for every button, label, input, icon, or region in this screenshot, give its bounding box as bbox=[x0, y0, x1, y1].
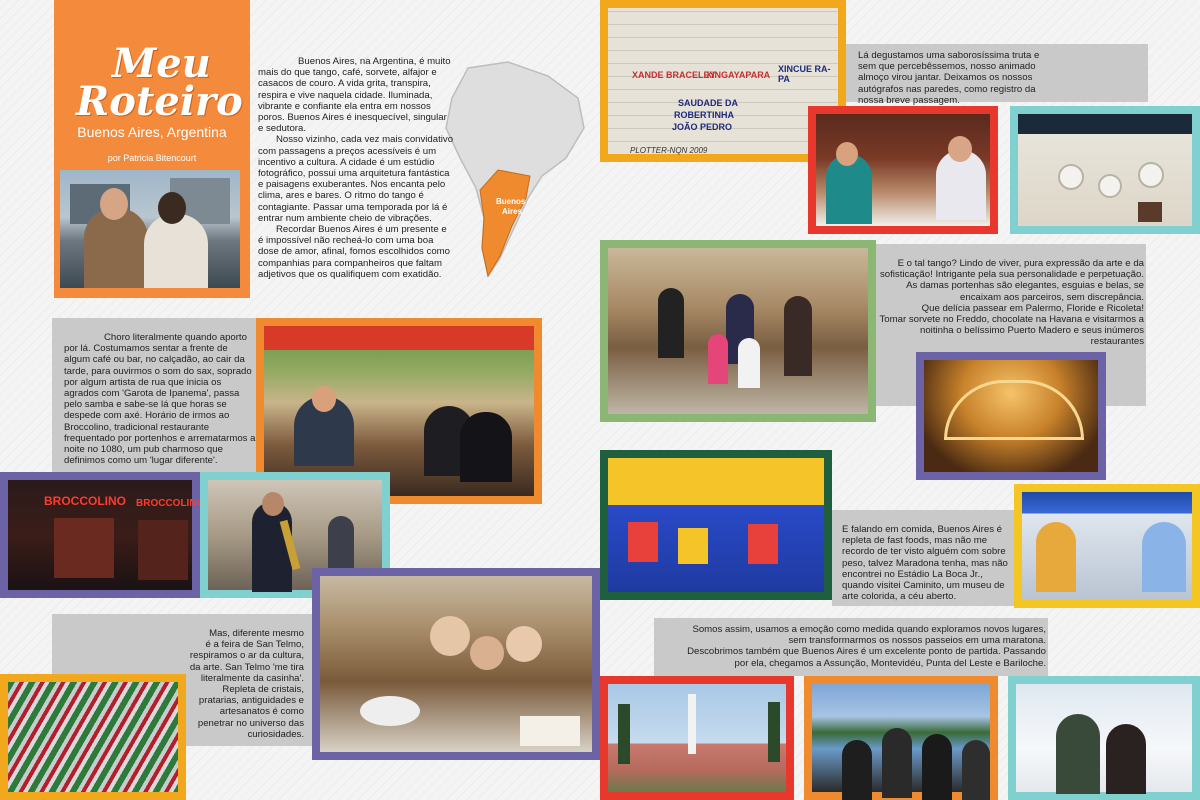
broccolino-sign-left: BROCCOLINO bbox=[44, 494, 126, 508]
photo-lake-group bbox=[804, 676, 998, 800]
intro-text bbox=[258, 56, 454, 280]
intro-paragraph-2: Nosso vizinho, cada vez mais convidativo com passagens a preços acessíveis é um incentivo a cultura. A cidade é um estúdio fotográfico, possui uma arquitetura fantástica e paisagens exuberantes. Nos encanta pelo clima, ares e bares. O ritmo do tango é contagiante. Passar uma temporada por lá é entrar num ambiente cheio de vibrações. bbox=[258, 134, 454, 224]
map-label-aires: Aires bbox=[502, 207, 523, 216]
photo-broccolino bbox=[0, 472, 205, 598]
wall-line-2: XINGAYAPARA bbox=[706, 70, 771, 80]
santelmo-paragraph: Mas, diferente mesmo é a feira de San Telmo, respiramos o ar da cultura, da arte. San Telmo 'me tira literalmente da casinha'. Repleta de cristais, pratarias, antiguidades e artesanatos é como penetrar no universo das curiosidades. bbox=[189, 628, 304, 740]
tango-paragraph-2: Que delícia passear em Palermo, Floride e Ricoleta! Tomar sorvete no Freddo, chocolate na Havana e visitarmos a noitinha o belíssimo Puerto Madero e seus inúmeros restaurantes bbox=[879, 302, 1144, 348]
comida-text bbox=[842, 524, 1016, 602]
choro-text bbox=[64, 332, 256, 466]
intro-paragraph-3: Recordar Buenos Aires é um presente e é impossível não recheá-lo com uma boa dose de amor, afinal, fomos escolhidos como companhias para companheiros que faltam adjetivos que os qualifiquem com exatidão. bbox=[258, 224, 450, 280]
wall-line-3: XINCUE RA-PA bbox=[778, 64, 831, 84]
title-script-meu: Meu bbox=[112, 40, 211, 87]
wall-line-1: XANDE BRACELEY bbox=[632, 70, 716, 80]
photo-park-group bbox=[600, 240, 876, 422]
photo-santelmo-antiques bbox=[312, 568, 600, 760]
final-paragraph-1: Somos assim, usamos a emoção como medida quando exploramos novos lugares, sem transformarmos os nossos passeios em uma maratona. bbox=[692, 624, 1046, 647]
title-subtitle: Buenos Aires, Argentina bbox=[77, 124, 227, 140]
map-label-buenos: Buenos bbox=[496, 197, 526, 206]
final-text bbox=[656, 624, 1046, 669]
wall-line-4: SAUDADE DA bbox=[678, 98, 739, 108]
final-paragraph-2: Descobrimos também que Buenos Aires é um excelente ponto de partida. Passando por ela, chegamos a Assunção, Montevidéu, Punta del Leste e Bariloche. bbox=[687, 646, 1046, 669]
intro-paragraph-1: Buenos Aires, na Argentina, é muito mais do que tango, café, sorvete, alfajor e casacos de couro. A vida grita, transpira, respira e vive naquela cidade. Iluminada, vibrante e confiante ela entra em nossos poros. Buenos Aires é inesquecível, singular e sedutora. bbox=[258, 56, 451, 135]
photo-plates-wall bbox=[1010, 106, 1200, 234]
photo-casa-rosada bbox=[600, 676, 794, 800]
truta-text bbox=[858, 50, 1042, 106]
wall-line-6: JOÃO PEDRO bbox=[672, 122, 733, 132]
map-argentina bbox=[480, 170, 530, 276]
photo-caminito bbox=[600, 450, 832, 600]
truta-paragraph: Lá degustamos uma saborosíssima truta e sem que percebêssemos, nosso animado almoço virou jantar. Deixamos os nossos autógrafos nas paredes, como registro da nossa breve passagem. bbox=[858, 50, 1040, 106]
broccolino-sign-right: BROCCOLINO bbox=[136, 498, 205, 509]
wall-line-5: ROBERTINHA bbox=[674, 110, 734, 120]
choro-paragraph: Choro literalmente quando aporto por lá. Costumamos sentar a frente de algum café ou bar, no calçadão, ao cair da tarde, para ouvirmos o som do sax, soprado por algum artista de rua que inicia os agrados com 'Garota de Ipanema', passa pelo samba e sabe-se lá que horas se despede com axé. Horário de irmos ao Broccolino, tradicional restaurante frequentado por portenhos e arrematarmos a noite no 1080, um pub charmoso que definimos como um 'lugar diferente'. bbox=[64, 332, 256, 467]
photo-night-gallery bbox=[916, 352, 1106, 480]
photo-snow-couple bbox=[1008, 676, 1200, 800]
tango-text bbox=[878, 258, 1144, 348]
map-continent bbox=[446, 62, 584, 276]
photo-restaurant-toast bbox=[808, 106, 998, 234]
map-south-america bbox=[438, 58, 588, 280]
photo-maradona-mural bbox=[1014, 484, 1200, 608]
photo-couple-harbor bbox=[60, 170, 240, 288]
tango-paragraph-1: E o tal tango? Lindo de viver, pura expressão da arte e da sofisticação! Intrigante pela sua personalidade e perpetuação. As damas portenhas são elegantes, esguias e belas, se encaixam aos parceiros, sem discrepância. bbox=[879, 258, 1144, 303]
title-panel bbox=[54, 0, 250, 298]
title-byline: por Patricia Bitencourt bbox=[107, 153, 197, 163]
wall-line-7: PLOTTER-NQN 2009 bbox=[630, 146, 708, 155]
title-script-roteiro: Roteiro bbox=[76, 78, 243, 125]
comida-paragraph: E falando em comida, Buenos Aires é repleta de fast foods, mas não me recordo de ter visto alguém com sobre peso, talvez Maradona tenha, mas não encontrei no Estádio La Boca Jr., quando visitei Caminito, um museu de arte colorida, a céu aberto. bbox=[842, 524, 1008, 603]
santelmo-text bbox=[186, 628, 304, 740]
photo-cutlery bbox=[0, 674, 186, 800]
